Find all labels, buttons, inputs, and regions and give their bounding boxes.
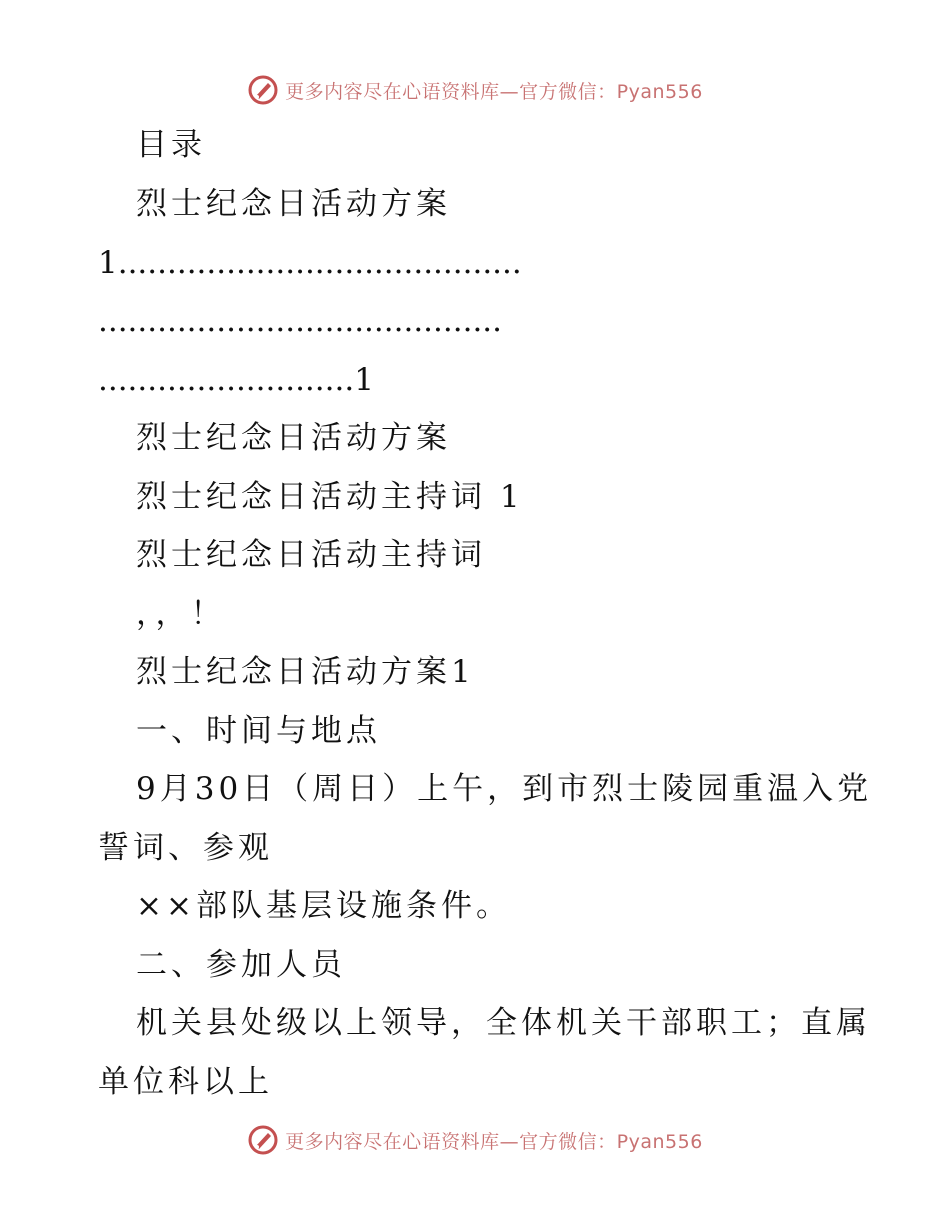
paragraph-line: ××部队基层设施条件。 [136, 888, 511, 924]
paragraph-line: 烈士纪念日活动主持词 1 [136, 479, 524, 515]
paragraph-line: 誓词、参观 [98, 830, 273, 866]
toc-entry-title: 烈士纪念日活动方案 [136, 186, 451, 222]
footer-watermark-banner [0, 1120, 950, 1160]
section-title: 烈士纪念日活动方案1 [136, 654, 475, 690]
header-watermark-text: 更多内容尽在心语资料库—官方微信：Pyan556 [285, 80, 703, 103]
paragraph-line: 烈士纪念日活动方案 [136, 420, 451, 456]
paragraph-line: 单位科以上 [98, 1064, 273, 1100]
toc-dot-leader-line-2: ......................................... [98, 303, 503, 339]
paragraph-line: ，，！ [136, 596, 226, 632]
toc-dot-leader-line-1: 1......................................... [98, 245, 522, 281]
section-heading-participants: 二、参加人员 [136, 947, 346, 983]
red-circular-pen-logo-icon [247, 1124, 279, 1156]
footer-watermark-text: 更多内容尽在心语资料库—官方微信：Pyan556 [285, 1130, 703, 1153]
toc-heading: 目录 [136, 127, 206, 163]
section-heading-time-place: 一、时间与地点 [136, 713, 381, 749]
paragraph-line: 机关县处级以上领导，全体机关干部职工；直属 [136, 1005, 871, 1041]
paragraph-line: 9月30日（周日）上午，到市烈士陵园重温入党 [136, 771, 873, 807]
toc-dot-leader-line-3: ..........................1 [98, 362, 374, 398]
paragraph-line: 烈士纪念日活动主持词 [136, 537, 486, 573]
